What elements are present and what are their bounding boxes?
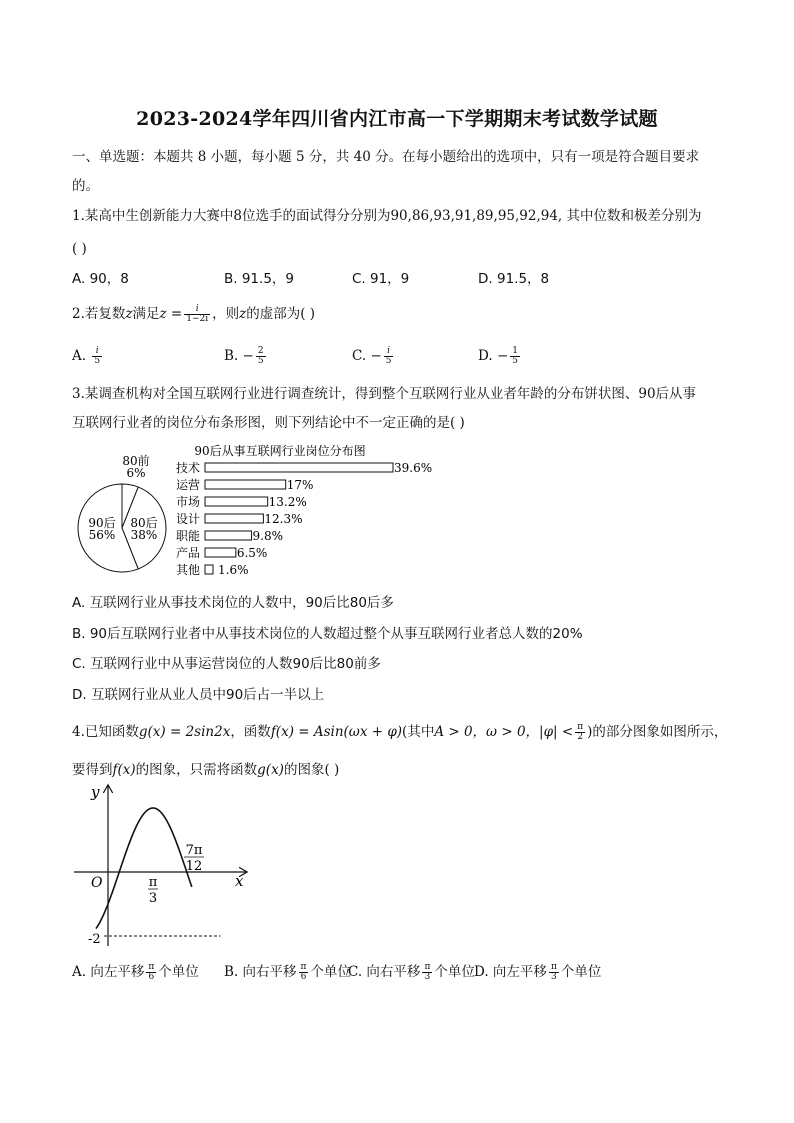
q1-option-c: C. 91，9: [352, 271, 410, 287]
q1-option-d: D. 91.5，8: [478, 271, 550, 287]
bar-category-label: 运营: [176, 478, 201, 492]
q4-stem-line1: 4.已知函数g(x) = 2sin2x，函数f(x) = Asin(ωx + φ)(其中A > 0，ω > 0，|φ| < $\frac{\pi}{2}$ )的部分图象如图所示，: [72, 722, 728, 742]
pie-label-80hou: 80后: [130, 516, 158, 530]
sine-graph: [70, 780, 260, 950]
bar-value-label: 17%: [286, 478, 314, 492]
x-axis-label: x: [235, 872, 244, 890]
q3-option-d: D. 互联网行业从业人员中90后占一半以上: [72, 687, 325, 703]
q4-stem-line2: 要得到f(x)的图象，只需将函数g(x)的图象( ): [72, 762, 340, 778]
q3-option-b: B. 90后互联网行业者中从事技术岗位的人数超过整个从事互联网行业者总人数的20%: [72, 626, 583, 642]
bar: [205, 565, 213, 574]
tick-neg2: -2: [88, 932, 101, 947]
q2-option-a: A. $\frac{i}{5}$: [72, 346, 101, 366]
svg-text:12: 12: [185, 859, 203, 874]
svg-text:3: 3: [148, 891, 158, 906]
bar: [205, 531, 252, 540]
age-pie-chart: [70, 452, 170, 582]
bar: [205, 480, 286, 489]
q3-option-c: C. 互联网行业中从事运营岗位的人数90后比80前多: [72, 656, 381, 672]
q1-stem: 1.某高中生创新能力大赛中8位选手的面试得分分别为90,86,93,91,89,95,92,94, 其中位数和极差分别为: [72, 208, 702, 224]
q1-option-b: B. 91.5，9: [224, 271, 294, 287]
q3-stem-line2: 互联网行业者的岗位分布条形图，则下列结论中不一定正确的是( ): [72, 415, 465, 431]
bar-category-label: 技术: [176, 461, 201, 475]
bar: [205, 463, 393, 472]
bar: [205, 548, 236, 557]
tick-pi-over-3: [148, 875, 158, 906]
q1-paren: ( ): [72, 241, 87, 257]
pie-value-90hou: 56%: [88, 528, 116, 542]
q2-option-d: D. − $\frac{1}{5}$: [478, 346, 518, 366]
origin-label: O: [91, 875, 103, 891]
bar-value-label: 1.6%: [218, 563, 249, 577]
q1-option-a: A. 90，8: [72, 271, 129, 287]
q2-stem: 2.若复数z满足z = $\frac{i}{1-2i}$ ，则z的虚部为( ): [72, 304, 316, 324]
bar-category-label: 产品: [176, 546, 201, 560]
bar-value-label: 13.2%: [268, 495, 307, 509]
pie-label-90hou: 90后: [88, 516, 116, 530]
q4-option-a: A. 向左平移 $\frac{\pi}{6}$ 个单位: [72, 962, 199, 982]
bar-category-label: 设计: [176, 512, 201, 526]
svg-text:π: π: [148, 875, 158, 890]
q3-stem-line1: 3.某调查机构对全国互联网行业进行调查统计，得到整个互联网行业从业者年龄的分布饼状图、90后从事: [72, 386, 697, 402]
pie-value-80hou: 38%: [130, 528, 158, 542]
section-heading-line1: 一、单选题：本题共 8 小题，每小题 5 分，共 40 分。在每小题给出的选项中，只有一项是符合题目要求: [72, 149, 700, 165]
bar-value-label: 6.5%: [236, 546, 268, 560]
bar-category-label: 职能: [176, 529, 201, 543]
job-bar-chart: [172, 440, 452, 585]
bar-value-label: 9.8%: [252, 529, 284, 543]
q2-option-c: C. − $\frac{i}{5}$: [352, 346, 392, 366]
bar: [205, 514, 263, 523]
y-axis-label: y: [91, 783, 100, 801]
bar-category-label: 其他: [176, 563, 201, 577]
q3-option-a: A. 互联网行业从事技术岗位的人数中，90后比80后多: [72, 595, 394, 611]
pie-value-80qian: 6%: [126, 466, 146, 480]
bar-chart-title: 90后从事互联网行业岗位分布图: [194, 444, 366, 458]
q4-option-b: B. 向右平移 $\frac{\pi}{6}$ 个单位: [224, 962, 351, 982]
pie-label-80qian: 80前: [122, 454, 150, 468]
q4-option-d: D. 向左平移 $\frac{\pi}{3}$ 个单位: [474, 962, 602, 982]
bar-category-label: 市场: [176, 495, 201, 509]
q4-option-c: C. 向右平移 $\frac{\pi}{3}$ 个单位: [348, 962, 475, 982]
svg-text:7π: 7π: [185, 843, 203, 858]
sine-curve: [96, 808, 192, 929]
bar: [205, 497, 268, 506]
q2-option-b: B. − $\frac{2}{5}$: [224, 346, 264, 366]
section-heading-line2: 的。: [72, 178, 99, 194]
bar-value-label: 12.3%: [264, 512, 303, 526]
bar-value-label: 39.6%: [394, 461, 433, 475]
tick-7pi-over-12: [184, 843, 204, 874]
page-title: 2023-2024学年四川省内江市高一下学期期末考试数学试题: [136, 108, 658, 130]
